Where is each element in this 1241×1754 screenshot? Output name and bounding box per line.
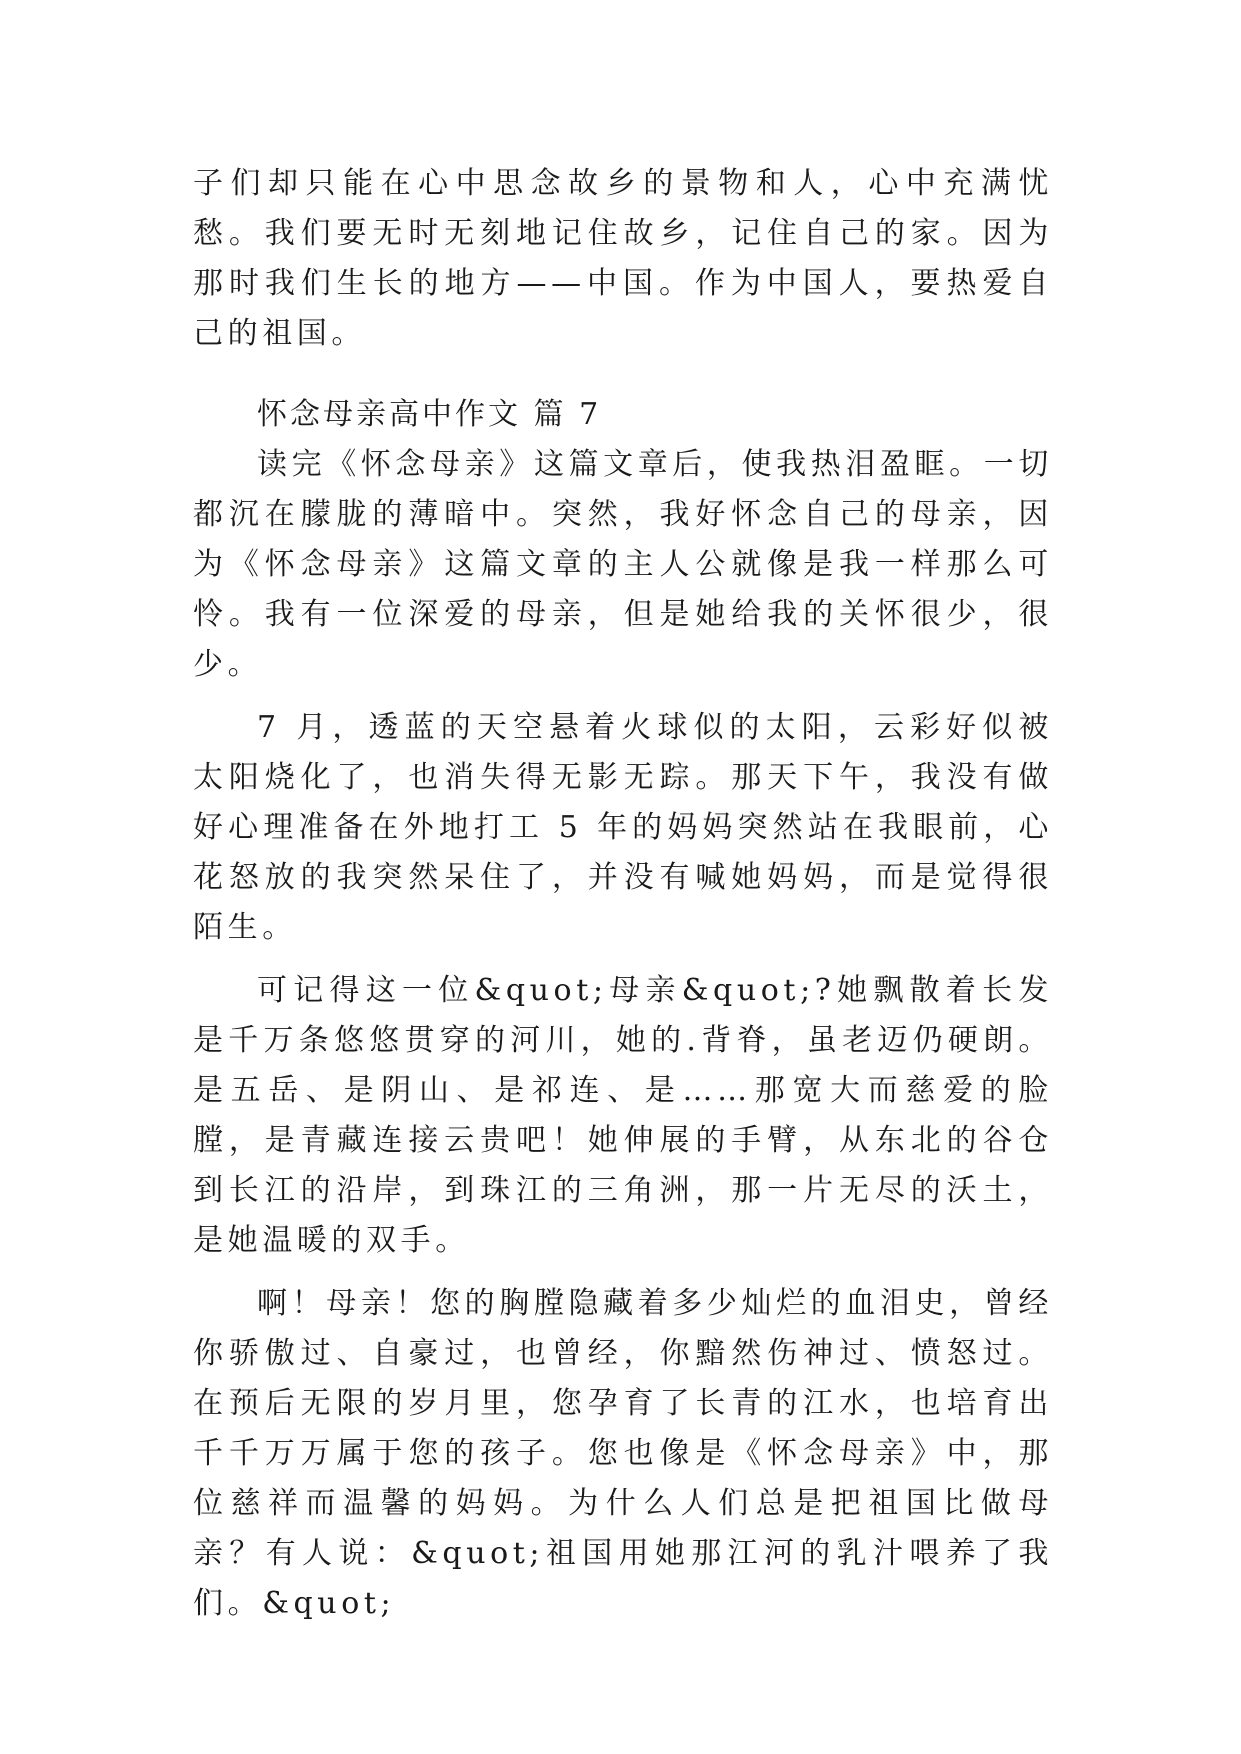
essay-section: [193, 390, 1053, 1629]
paragraph-4: 啊！母亲！您的胸膛隐藏着多少灿烂的血泪史，曾经你骄傲过、自豪过，也曾经，你黯然伤神过、愤怒过。在预后无限的岁月里，您孕育了长青的江水，也培育出千千万万属于您的孩子。您也像是《怀念母亲》中，那位慈祥而温馨的妈妈。为什么人们总是把祖国比做母亲？有人说：&quot;祖国用她那江河的乳汁喂养了我们。&quot;: [193, 1286, 1053, 1621]
intro-paragraph: 子们却只能在心中思念故乡的景物和人，心中充满忧愁。我们要无时无刻地记住故乡，记住自己的家。因为那时我们生长的地方——中国。作为中国人，要热爱自己的祖国。: [193, 166, 1053, 351]
paragraph-1: 读完《怀念母亲》这篇文章后，使我热泪盈眶。一切都沉在朦胧的薄暗中。突然，我好怀念自己的母亲，因为《怀念母亲》这篇文章的主人公就像是我一样那么可怜。我有一位深爱的母亲，但是她给我的关怀很少，很少。: [193, 447, 1053, 682]
paragraph-3: 可记得这一位&quot;母亲&quot;?她飘散着长发是千万条悠悠贯穿的河川，她的.背脊，虽老迈仍硬朗。是五岳、是阴山、是祁连、是……那宽大而慈爱的脸膛，是青藏连接云贵吧！她伸展的手臂，从东北的谷仓到长江的沿岸，到珠江的三角洲，那一片无尽的沃土，是她温暖的双手。: [193, 973, 1053, 1258]
intro-text-block: [193, 159, 1053, 359]
section-heading: 怀念母亲高中作文 篇 7: [257, 397, 602, 432]
paragraph-2: 7 月，透蓝的天空悬着火球似的太阳，云彩好似被太阳烧化了，也消失得无影无踪。那天下午，我没有做好心理准备在外地打工 5 年的妈妈突然站在我眼前，心花怒放的我突然呆住了，并没有喊她妈妈，而是觉得很陌生。: [193, 710, 1053, 945]
